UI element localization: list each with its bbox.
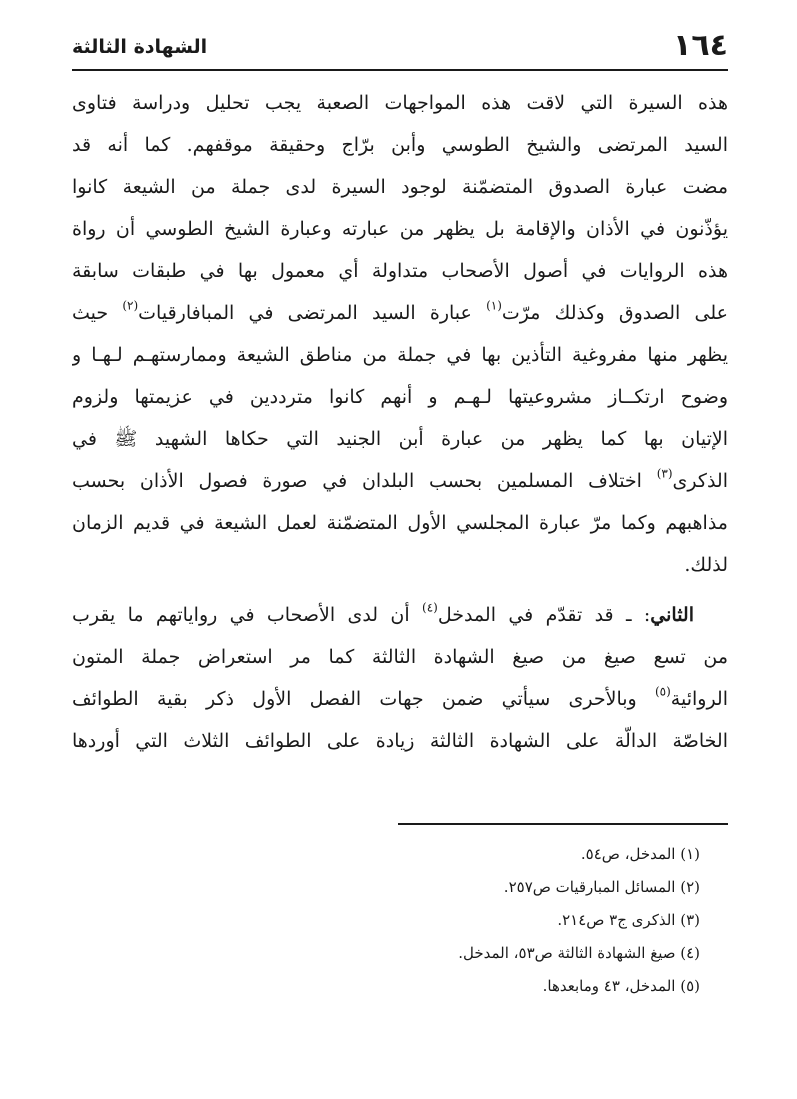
line-text: اختلاف المسلمين بحسب البلدان في صورة فصول الأذان بحسب bbox=[72, 470, 657, 492]
paragraph-line: هذه الروايات في أصول الأصحاب متداولة أي معمول بها في طبقات سابقة bbox=[72, 260, 728, 282]
paragraph-line bbox=[72, 292, 728, 334]
footnote-item: (٥) المدخل، ٤٣ ومابعدها. bbox=[542, 977, 700, 995]
paragraph-line: وضوح ارتكــاز مشروعيتها لـهـم و أنهم كانوا مترددين في عزيمتها ولزوم bbox=[72, 386, 728, 408]
paragraph-line bbox=[72, 594, 728, 636]
paragraph-line: من تسع صيغ من صيغ الشهادة الثالثة كما مر استعراض جملة المتون bbox=[72, 646, 728, 668]
line-text: عبارة السيد المرتضى في المبافارقيات bbox=[138, 302, 487, 324]
paragraph-line: يؤذّنون في الأذان والإقامة بل يظهر من عبارته وعبارة الشيخ الطوسي أن رواة bbox=[72, 218, 728, 240]
line-text: الذكرى bbox=[672, 470, 728, 492]
footnote-marker: (٣) bbox=[656, 466, 673, 481]
paragraph-line: مذاهبهم وكما مرّ عبارة المجلسي الأول المتضمّنة لعمل الشيعة في قديم الزمان bbox=[72, 512, 728, 534]
footnote-item: (٢) المسائل المبارقيات ص٢٥٧. bbox=[503, 878, 700, 896]
paragraph-line: لذلك. bbox=[684, 554, 728, 576]
line-text: الروائية bbox=[670, 688, 728, 710]
paragraph-gap bbox=[72, 586, 728, 594]
body-text bbox=[72, 82, 728, 762]
running-title: الشهادة الثالثة bbox=[72, 36, 208, 58]
line-text: أن لدى الأصحاب في رواياتهم ما يقرب bbox=[72, 604, 422, 626]
footnote-item: (١) المدخل، ص٥٤. bbox=[580, 845, 700, 863]
line-text: حيث bbox=[72, 302, 123, 324]
paragraph-line bbox=[72, 460, 728, 502]
paragraph-line: مضت عبارة الصدوق المتضمّنة لوجود السيرة لدى جملة من الشيعة كانوا bbox=[72, 176, 728, 198]
line-text: على الصدوق وكذلك مرّت bbox=[501, 302, 728, 324]
line-text: وبالأحرى سيأتي ضمن جهات الفصل الأول ذكر بقية الطوائف bbox=[72, 688, 655, 710]
page-number: ١٦٤ bbox=[673, 28, 728, 63]
header-rule bbox=[72, 69, 728, 71]
paragraph-line bbox=[72, 678, 728, 720]
paragraph-line: السيد المرتضى والشيخ الطوسي وأبن برّاج وحقيقة موقفهم. كما أنه قد bbox=[72, 134, 728, 156]
paragraph-line: هذه السيرة التي لاقت هذه المواجهات الصعبة يجب تحليل ودراسة فتاوى bbox=[72, 92, 728, 114]
footnote-separator bbox=[398, 823, 728, 825]
section-lead: الثاني bbox=[650, 604, 694, 626]
footnote-marker: (٥) bbox=[654, 684, 671, 699]
footnote-item: (٣) الذكرى ج٣ ص٢١٤. bbox=[557, 911, 700, 929]
footnote-marker: (٢) bbox=[122, 298, 139, 313]
line-text: : ـ قد تقدّم في المدخل bbox=[437, 604, 651, 626]
paragraph-line: الإتيان بها كما يظهر من عبارة أبن الجنيد التي حكاها الشهيد ﷺ في bbox=[72, 428, 728, 450]
footnote-marker: (٤) bbox=[422, 600, 438, 615]
paragraph-line: يظهر منها مفروغية التأذين بها في جملة من مناطق الشيعة وممارستهـم لـهـا و bbox=[72, 344, 728, 366]
paragraph-line: الخاصّة الدالّة على الشهادة الثالثة زيادة على الطوائف الثلاث التي أوردها bbox=[72, 730, 728, 752]
page-header bbox=[72, 26, 728, 68]
footnotes bbox=[72, 838, 700, 1003]
footnote-marker: (١) bbox=[486, 298, 502, 313]
footnote-item: (٤) صيغ الشهادة الثالثة ص٥٣، المدخل. bbox=[458, 944, 700, 962]
